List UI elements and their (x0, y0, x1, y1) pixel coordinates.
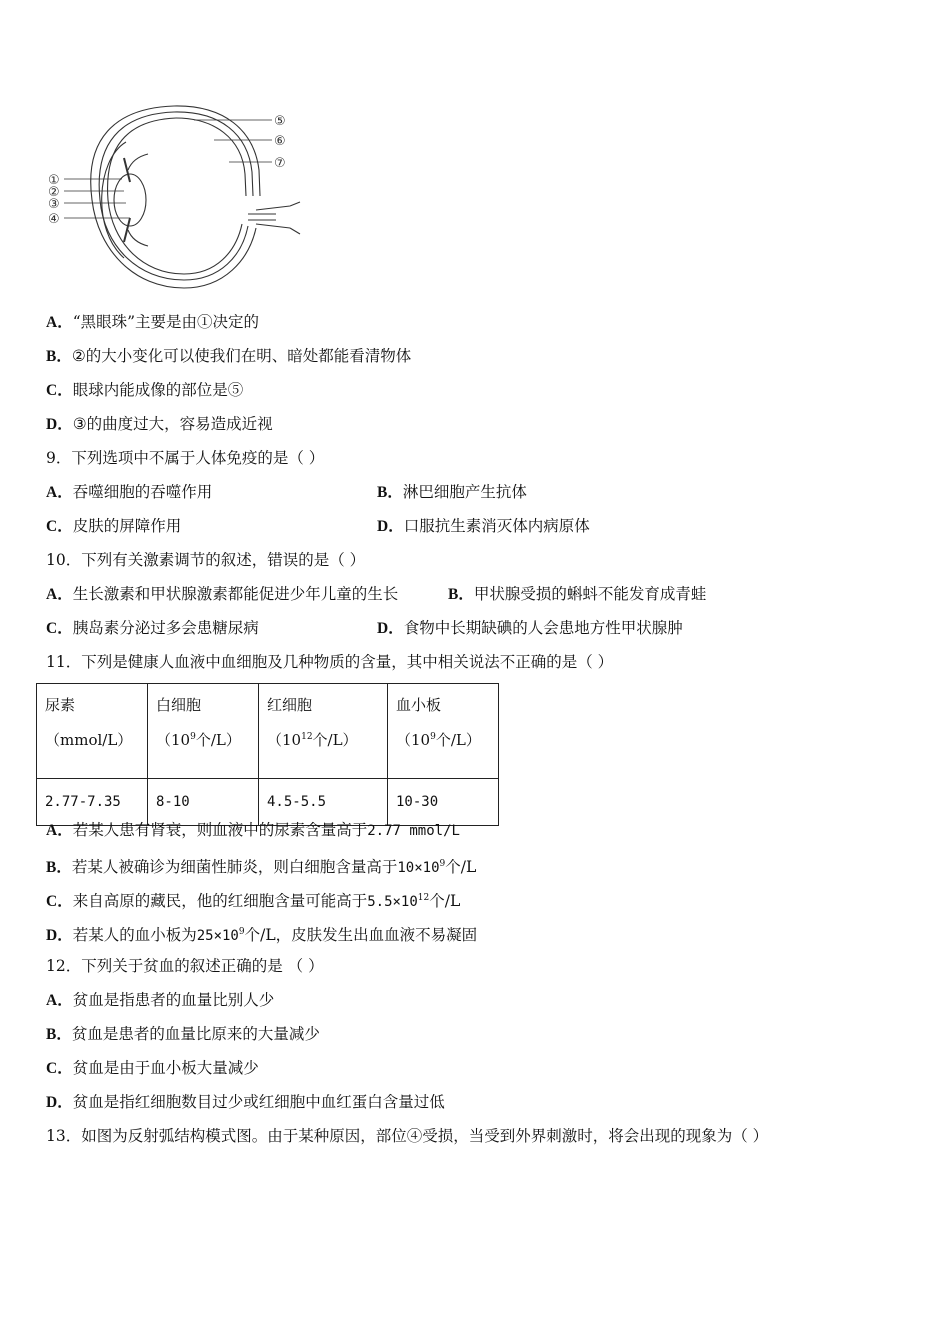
q8-option-d: D．③的曲度过大，容易造成近视 (46, 415, 273, 433)
eye-diagram (44, 100, 304, 295)
q10-stem: 10．下列有关激素调节的叙述，错误的是（ ） (46, 551, 366, 569)
q9-option-d: D．口服抗生素消灭体内病原体 (377, 517, 590, 535)
table-cell-wbc: 8-10 (148, 779, 259, 826)
q11-option-c: C．来自高原的藏民，他的红细胞含量可能高于$5.5\times 10^{12}$个/L (46, 892, 461, 911)
q8-option-c: C．眼球内能成像的部位是⑤ (46, 381, 244, 399)
q12-option-d: D．贫血是指红细胞数目过少或红细胞中血红蛋白含量过低 (46, 1093, 445, 1111)
q12-option-a: A．贫血是指患者的血量比别人少 (46, 991, 275, 1009)
table-header-platelet: 血小板 （$10^9$个/L） (388, 684, 499, 779)
q11-option-b: B．若某人被确诊为细菌性肺炎，则白细胞含量高于$10\times 10^9$个/L (46, 858, 477, 877)
table-header-urea: 尿素 （mmol/L） (37, 684, 148, 779)
q10-option-a: A．生长激素和甲状腺激素都能促进少年儿童的生长 (46, 585, 399, 603)
eye-label-7: ⑦ (274, 156, 286, 171)
table-header-rbc: 红细胞 （$10^{12}$个/L） (259, 684, 388, 779)
q12-option-c: C．贫血是由于血小板大量减少 (46, 1059, 259, 1077)
table-cell-urea: 2.77-7.35 (37, 779, 148, 826)
q11-stem: 11．下列是健康人血液中血细胞及几种物质的含量，其中相关说法不正确的是（ ） (46, 653, 614, 671)
table-cell-platelet: 10-30 (388, 779, 499, 826)
q13-stem: 13．如图为反射弧结构模式图。由于某种原因，部位④受损，当受到外界刺激时，将会出现的现象为（ ） (46, 1127, 769, 1145)
eye-label-4: ④ (48, 212, 60, 227)
q11-option-a: A．若某人患有肾衰，则血液中的尿素含量高于2.77 mmol/L (46, 821, 460, 839)
eye-label-5: ⑤ (274, 114, 286, 129)
q8-option-a: A．“黑眼珠”主要是由①决定的 (46, 313, 260, 331)
q8-option-b: B．②的大小变化可以使我们在明、暗处都能看清物体 (46, 347, 412, 365)
q12-stem: 12．下列关于贫血的叙述正确的是 （ ） (46, 957, 324, 975)
eye-label-2: ② (48, 185, 60, 200)
q11-option-d: D．若某人的血小板为$25\times 10^9$个/L，皮肤发生出血血液不易凝固 (46, 926, 478, 945)
q12-option-b: B．贫血是患者的血量比原来的大量减少 (46, 1025, 320, 1043)
eye-label-6: ⑥ (274, 134, 286, 149)
q10-option-b: B．甲状腺受损的蝌蚪不能发育成青蛙 (448, 585, 707, 603)
blood-table (36, 683, 499, 826)
q10-option-c: C．胰岛素分泌过多会患糖尿病 (46, 619, 259, 637)
q9-option-b: B．淋巴细胞产生抗体 (377, 483, 527, 501)
q9-stem: 9．下列选项中不属于人体免疫的是（ ） (46, 449, 325, 467)
eye-label-3: ③ (48, 197, 60, 212)
eye-label-1: ① (48, 173, 60, 188)
table-cell-rbc: 4.5-5.5 (259, 779, 388, 826)
q10-option-d: D．食物中长期缺碘的人会患地方性甲状腺肿 (377, 619, 683, 637)
q9-option-a: A．吞噬细胞的吞噬作用 (46, 483, 213, 501)
table-header-wbc: 白细胞 （$10^9$个/L） (148, 684, 259, 779)
q9-option-c: C．皮肤的屏障作用 (46, 517, 182, 535)
